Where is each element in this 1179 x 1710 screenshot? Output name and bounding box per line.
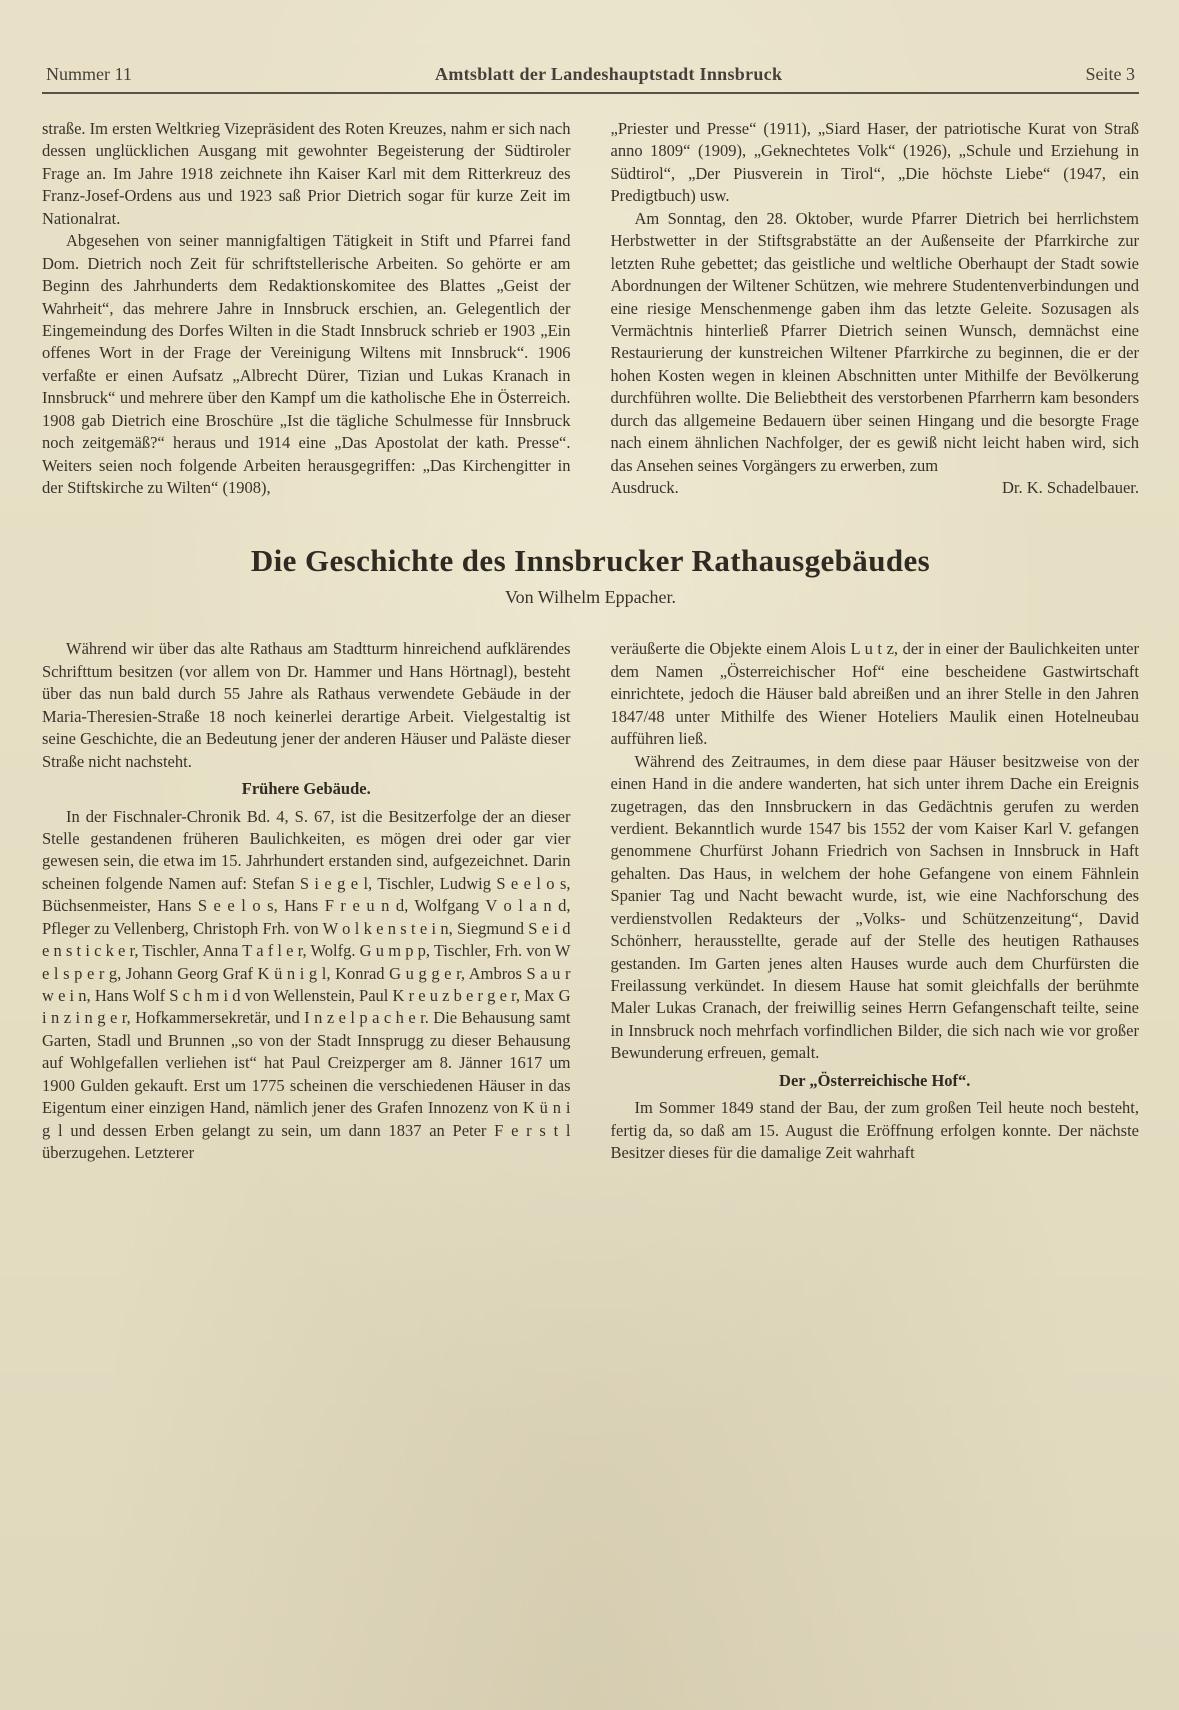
paragraph: Abgesehen von seiner mannigfaltigen Tätigkeit in Stift und Pfarrei fand Dom. Dietrich noch Zeit für schriftstellerische Arbeiten. So gehörte er am Beginn des Jahrhunderts dem Redaktionskomitee des Blattes „Geist der Wahrheit“, das mehrere Jahre in Innsbruck erschien, an. Gelegentlich der Eingemeindung des Dorfes Wilten in die Stadt Innsbruck schrieb er 1903 „Ein offenes Wort in der Frage der Vereinigung Wiltens mit Innsbruck“. 1906 verfaßte er einen Aufsatz „Albrecht Dürer, Tizian und Lukas Kranach in Innsbruck“ und mehrere über den Kampf um die katholische Ehe in Österreich. 1908 gab Dietrich eine Broschüre „Ist die tägliche Schulmesse für Innsbruck noch zeitgemäß?“ heraus und 1914 eine „Das Apostolat der kath. Presse“. Weiters seien noch folgende Arbeiten herausgegriffen: „Das Kirchengitter in der Stiftskirche zu Wilten“ (1908),	[42, 231, 571, 497]
obituary-right-column	[611, 118, 1140, 499]
signature-line	[611, 477, 1140, 499]
author-signature: Dr. K. Schadelbauer.	[1001, 478, 1139, 497]
paragraph: Am Sonntag, den 28. Oktober, wurde Pfarrer Dietrich bei herrlichstem Herbstwetter in der Stiftsgrabstätte an der Außenseite der Pfarrkirche zur letzten Ruhe gebettet; das geistliche und weltliche Oberhaupt der Stadt sowie Abordnungen der Wiltener Schützen, wie mehrere Studentenverbindungen und eine riesige Menschenmenge gaben ihm das letzte Geleite. Sozusagen als Vermächtnis hinterließ Pfarrer Dietrich seinen Wunsch, demnächst eine Restaurierung der kunstreichen Wiltener Pfarrkirche zu beginnen, die er der hohen Kosten wegen in kleinen Abschnitten unter Mithilfe der Bevölkerung durchführen wollte. Die Beliebtheit des verstorbenen Pfarrherrn kam besonders durch das allgemeine Bedauern über seinen Hingang und die besorgte Frage nach einem ähnlichen Nachfolger, der es gewiß nicht leicht haben wird, sich das Ansehen seines Vorgängers zu erwerben, zum	[610, 208, 1139, 475]
obituary-article	[42, 118, 1139, 499]
obituary-left-column	[42, 118, 571, 499]
masthead	[42, 64, 1139, 92]
closing-word: Ausdruck.	[610, 478, 679, 497]
paragraph: veräußerte die Objekte einem Alois L u t z, der in einer der Baulichkeiten unter dem Namen „Österreichischer Hof“ eine bescheidene Gastwirtschaft einrichtete, jedoch die Häuser bald abreißen und an ihrer Stelle in den Jahren 1847/48 unter Mithilfe des Wiener Hoteliers Maulik einen Hotelneubau aufführen ließ.	[610, 639, 1139, 749]
paragraph: Während des Zeitraumes, in dem diese paar Häuser besitzweise von der einen Hand in die andere wanderten, hat sich unter ihrem Dache ein Ereignis zugetragen, das den Innsbruckern in das Gedächtnis gerufen zu werden verdient. Bekanntlich wurde 1547 bis 1552 der vom Kaiser Karl V. gefangen genommene Churfürst Johann Friedrich von Sachsen in Innsbruck in Haft gehalten. Das Haus, in welchem der hohe Gefangene von einem Fähnlein Spanier Tag und Nacht bewacht wurde, ist, wie eine Nachforschung des verdienstvollen Redakteurs der „Volks- und Schützenzeitung“, David Schönherr, herausstellte, gerade auf der Stelle des heutigen Rathauses gestanden. Im Garten jenes alten Hauses wurde auch dem Churfürsten die Freilassung verkündet. In diesem Hause hat somit gleichfalls der berühmte Maler Lukas Cranach, der freiwillig seines Herrn Gefangenschaft teilte, seine in Innsbruck noch mehrfach vorfindlichen Bilder, die sich nach wie vor großer Bewunderung erfreuen, gemalt.	[610, 751, 1139, 1063]
subheading-oesterreichischer-hof: Der „Österreichische Hof“.	[779, 1070, 971, 1090]
paragraph: „Priester und Presse“ (1911), „Siard Haser, der patriotische Kurat von Straß anno 1809“ (1909), „Geknechtetes Volk“ (1926), „Schule und Erziehung in Südtirol“, „Der Piusverein in Tirol“, „Die höchste Liebe“ (1947, ein Predigtbuch) usw.	[610, 119, 1139, 206]
subheading-fruehere-gebaeude: Frühere Gebäude.	[241, 779, 371, 799]
article-byline: Von Wilhelm Eppacher.	[504, 587, 677, 608]
page-number: Seite 3	[1085, 64, 1135, 84]
article-title: Die Geschichte des Innsbrucker Rathausgebäudes	[250, 543, 931, 579]
paragraph: Während wir über das alte Rathaus am Stadtturm hinreichend aufklärendes Schrifttum besitzen (vor allem von Dr. Hammer und Hans Hörtnagl), besteht über das nun bald durch 55 Jahre als Rathaus verwendete Gebäude in der Maria-Theresien-Straße 18 noch keinerlei derartige Arbeit. Vielgestaltig ist seine Geschichte, die an Bedeutung jener der anderen Häuser und Paläste dieser Straße nicht nachsteht.	[42, 639, 571, 771]
rathaus-article	[42, 638, 1139, 1164]
publication-title: Amtsblatt der Landeshauptstadt Innsbruck	[435, 64, 783, 84]
paragraph: Im Sommer 1849 stand der Bau, der zum großen Teil heute noch besteht, fertig da, so daß am 15. August die Eröffnung erfolgen konnte. Der nächste Besitzer dieses für die damalige Zeit wahrhaft	[610, 1098, 1139, 1163]
header-rule	[42, 92, 1139, 94]
paragraph: In der Fischnaler-Chronik Bd. 4, S. 67, ist die Besitzerfolge der an dieser Stelle gestandenen früheren Baulichkeiten, es mögen drei oder gar vier gewesen sein, die etwa im 15. Jahrhundert erstanden sind, aufgezeichnet. Darin scheinen folgende Namen auf: Stefan S i e g e l, Tischler, Ludwig S e e l o s, Büchsenmeister, Hans S e e l o s, Hans F r e u n d, Wolfgang V o l a n d, Pfleger zu Vellenberg, Christoph Frh. von W o l k e n s t e i n, Siegmund S e i d e n s t i c k e r, Tischler, Anna T a f l e r, Wolfg. G u m p p, Tischler, Frh. von W e l s p e r g, Johann Georg Graf K ü n i g l, Konrad G u g g e r, Ambros S a u r w e i n, Hans Wolf S c h m i d von Wellenstein, Paul K r e u z b e r g e r, Max G i n z i n g e r, Hofkammersekretär, und I n z e l p a c h e r. Die Behausung samt Garten, Stadl und Brunnen „so von der Stadt Innsprugg zu dieser Behausung auf Wohlgefallen verliehen ist“ hat Paul Creizperger am 8. Jänner 1617 um 1900 Gulden gekauft. Erst um 1775 scheinen die verschiedenen Häuser in das Eigentum einer einzigen Hand, nämlich jener des Grafen Innozenz von K ü n i g l und dessen Erben gelangt zu sein, um dann 1837 an Peter F e r s t l überzugehen. Letzterer	[42, 806, 571, 1163]
paragraph: straße. Im ersten Weltkrieg Vizepräsident des Roten Kreuzes, nahm er sich nach dessen unglücklichen Ausgang mit gewohnter Begeisterung der Südtiroler Frage an. Im Jahre 1918 zeichnete ihn Kaiser Karl mit dem Ritterkreuz des Franz-Josef-Ordens aus und 1923 saß Prior Dietrich sogar für kurze Zeit im Nationalrat.	[42, 119, 571, 228]
rathaus-left-column	[42, 638, 571, 1164]
issue-number: Nummer 11	[46, 64, 132, 84]
rathaus-right-column	[611, 638, 1140, 1164]
